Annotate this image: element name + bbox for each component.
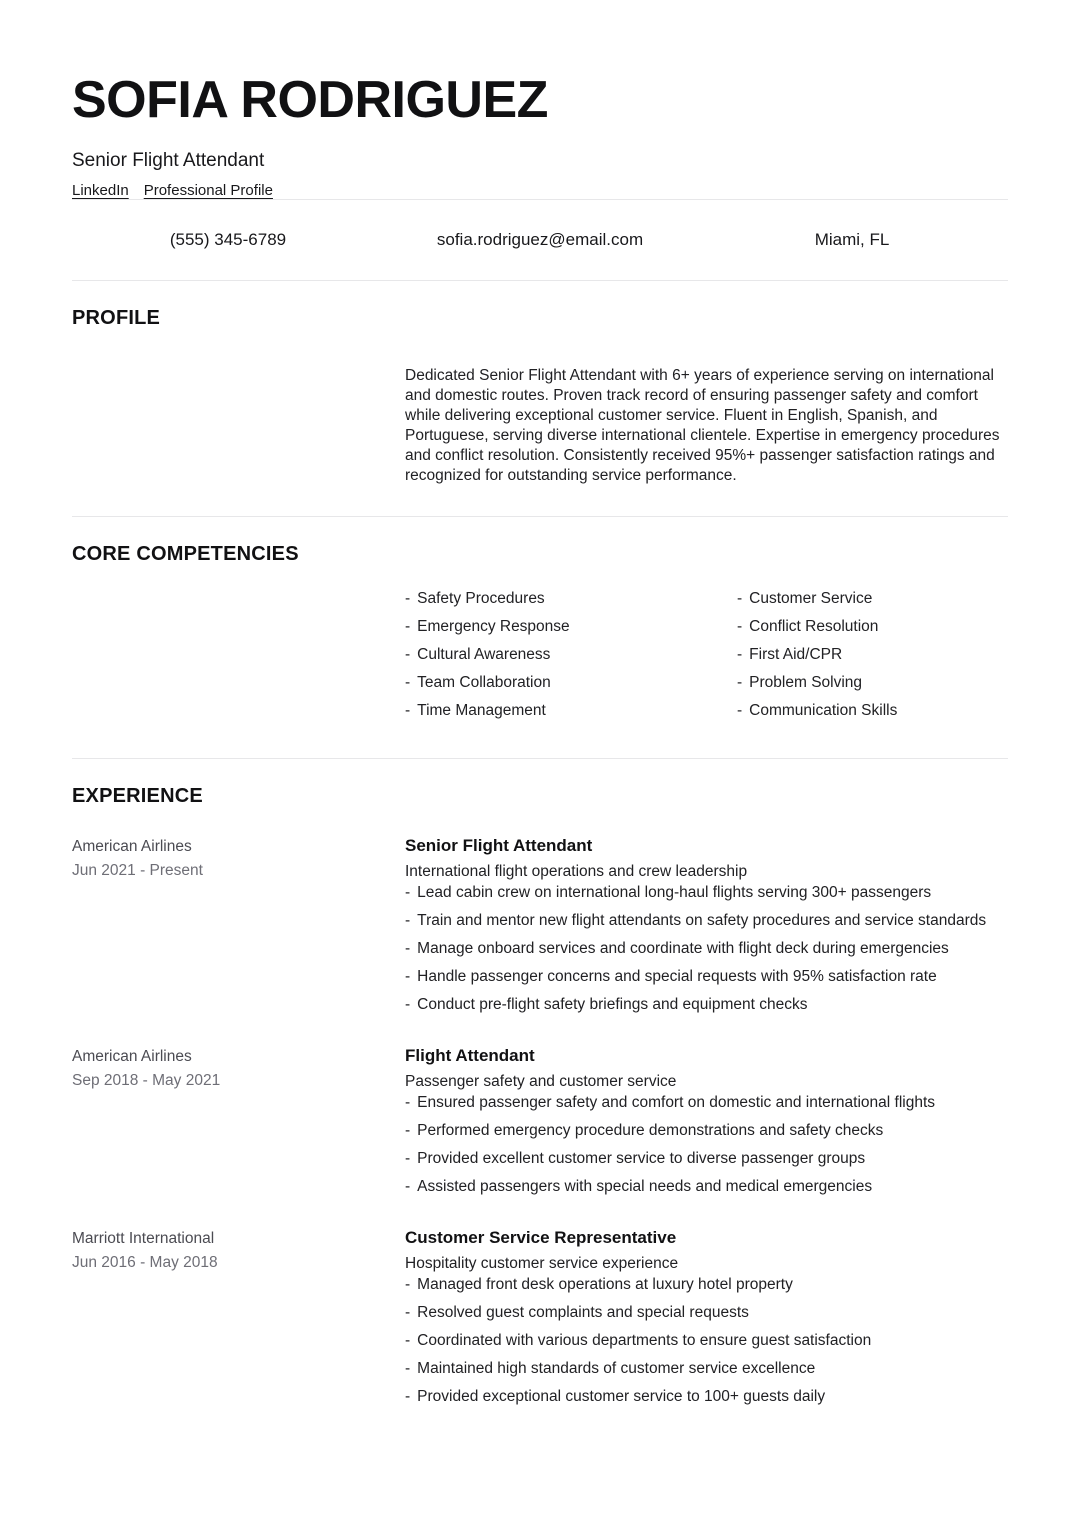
job-title: Customer Service Representative: [405, 1227, 677, 1247]
job-company: American Airlines: [72, 837, 192, 855]
job-bullet: [405, 1302, 1008, 1323]
job-meta: [72, 1046, 405, 1197]
profile-summary: Dedicated Senior Flight Attendant with 6+ years of experience serving on international and domestic routes. Proven track record of ensuring passenger safety and comfort while delivering exceptional customer service. Fluent in English, Spanish, and Portuguese, serving diverse international clientele. Expertise in emergency procedures and conflict resolution. Consistently received 95%+ passenger satisfaction ratings and recognized for outstanding service performance.: [405, 366, 1000, 484]
profile-row: [72, 366, 1008, 486]
job-bullet: [405, 910, 1008, 931]
job-bullet-text: Lead cabin crew on international long-haul flights serving 300+ passengers: [417, 883, 932, 901]
competencies-grid: [405, 588, 1008, 728]
section-heading-competencies: CORE COMPETENCIES: [72, 542, 299, 565]
job-subtitle: International flight operations and crew leadership: [405, 862, 748, 880]
experience-entry: [72, 836, 1008, 1015]
competency-label: First Aid/CPR: [749, 645, 843, 663]
section-heading-experience: EXPERIENCE: [72, 784, 203, 807]
job-bullet-text: Manage onboard services and coordinate with flight deck during emergencies: [417, 939, 949, 957]
contact-location: Miami, FL: [814, 229, 890, 249]
job-bullet-text: Provided excellent customer service to diverse passenger groups: [417, 1149, 866, 1167]
competency-label: Cultural Awareness: [417, 645, 551, 663]
list-dash-marker: -: [405, 1149, 411, 1167]
job-bullet-text: Ensured passenger safety and comfort on domestic and international flights: [417, 1093, 935, 1111]
list-dash-marker: -: [405, 995, 411, 1013]
competency-item: [405, 616, 737, 637]
competency-item: [405, 700, 737, 721]
job-bullet-list: [405, 1274, 1008, 1407]
list-dash-marker: -: [737, 701, 743, 719]
job-title: Flight Attendant: [405, 1045, 535, 1065]
job-content: [405, 1228, 1008, 1407]
competency-label: Problem Solving: [749, 673, 863, 691]
job-bullet-text: Handle passenger concerns and special requests with 95% satisfaction rate: [417, 967, 937, 985]
competency-label: Team Collaboration: [417, 673, 551, 691]
linkedin-link[interactable]: LinkedIn: [72, 181, 129, 199]
header-links: [72, 182, 1008, 199]
competencies-meta-spacer: [72, 588, 405, 728]
competency-item: [737, 644, 1008, 665]
list-dash-marker: -: [405, 883, 411, 901]
job-meta: [72, 1228, 405, 1407]
list-dash-marker: -: [405, 1121, 411, 1139]
job-bullet: [405, 882, 1008, 903]
list-dash-marker: -: [405, 617, 411, 635]
section-heading-profile: PROFILE: [72, 306, 161, 329]
job-bullet: [405, 938, 1008, 959]
job-content: [405, 836, 1008, 1015]
job-meta: [72, 836, 405, 1015]
competency-label: Safety Procedures: [417, 589, 545, 607]
competency-label: Conflict Resolution: [749, 617, 879, 635]
competency-label: Customer Service: [749, 589, 873, 607]
job-bullet: [405, 1274, 1008, 1295]
job-dates: Jun 2016 - May 2018: [72, 1253, 218, 1271]
professional-profile-link[interactable]: Professional Profile: [143, 181, 273, 199]
list-dash-marker: -: [405, 1303, 411, 1321]
job-content: [405, 1046, 1008, 1197]
job-bullet-text: Managed front desk operations at luxury hotel property: [417, 1275, 793, 1293]
job-bullet: [405, 994, 1008, 1015]
competencies-row: [72, 588, 1008, 728]
job-title: Senior Flight Attendant: [405, 835, 593, 855]
competency-label: Communication Skills: [749, 701, 898, 719]
list-dash-marker: -: [405, 939, 411, 957]
list-dash-marker: -: [405, 1093, 411, 1111]
job-bullet: [405, 1092, 1008, 1113]
person-name: SOFIA RODRIGUEZ: [72, 71, 548, 129]
job-bullet-text: Resolved guest complaints and special requests: [417, 1303, 749, 1321]
list-dash-marker: -: [737, 617, 743, 635]
list-dash-marker: -: [405, 1387, 411, 1405]
list-dash-marker: -: [405, 1331, 411, 1349]
competency-item: [405, 588, 737, 609]
profile-section: [72, 281, 1008, 516]
job-subtitle: Hospitality customer service experience: [405, 1254, 679, 1272]
list-dash-marker: -: [405, 1177, 411, 1195]
job-dates: Sep 2018 - May 2021: [72, 1071, 221, 1089]
competency-item: [405, 672, 737, 693]
list-dash-marker: -: [405, 967, 411, 985]
job-bullet: [405, 1386, 1008, 1407]
job-bullet: [405, 1176, 1008, 1197]
competency-item: [737, 616, 1008, 637]
experience-entry: [72, 1046, 1008, 1197]
job-bullet-list: [405, 1092, 1008, 1197]
job-company: Marriott International: [72, 1229, 215, 1247]
job-bullet-text: Conduct pre-flight safety briefings and equipment checks: [417, 995, 808, 1013]
job-bullet-text: Coordinated with various departments to ensure guest satisfaction: [417, 1331, 872, 1349]
job-bullet: [405, 1358, 1008, 1379]
competencies-column-1: [405, 588, 737, 728]
experience-section: [72, 759, 1008, 1437]
competency-item: [405, 644, 737, 665]
job-bullet-text: Assisted passengers with special needs and medical emergencies: [417, 1177, 873, 1195]
person-job-title: Senior Flight Attendant: [72, 150, 265, 171]
list-dash-marker: -: [405, 589, 411, 607]
contact-email: sofia.rodriguez@email.com: [436, 229, 644, 249]
list-dash-marker: -: [405, 1275, 411, 1293]
job-bullet: [405, 1120, 1008, 1141]
competency-label: Emergency Response: [417, 617, 570, 635]
job-bullet: [405, 966, 1008, 987]
job-bullet-text: Maintained high standards of customer service excellence: [417, 1359, 816, 1377]
competencies-section: [72, 517, 1008, 758]
competency-item: [737, 588, 1008, 609]
list-dash-marker: -: [737, 589, 743, 607]
experience-entry: [72, 1228, 1008, 1407]
competency-item: [737, 672, 1008, 693]
job-dates: Jun 2021 - Present: [72, 861, 203, 879]
job-bullet-text: Provided exceptional customer service to 100+ guests daily: [417, 1387, 826, 1405]
job-bullet-text: Train and mentor new flight attendants on safety procedures and service standards: [417, 911, 987, 929]
list-dash-marker: -: [405, 911, 411, 929]
job-bullet: [405, 1330, 1008, 1351]
list-dash-marker: -: [405, 1359, 411, 1377]
contact-phone: (555) 345-6789: [169, 229, 287, 249]
list-dash-marker: -: [405, 645, 411, 663]
job-subtitle: Passenger safety and customer service: [405, 1072, 677, 1090]
competency-label: Time Management: [417, 701, 546, 719]
job-bullet-list: [405, 882, 1008, 1015]
profile-meta-spacer: [72, 366, 405, 486]
job-bullet: [405, 1148, 1008, 1169]
job-company: American Airlines: [72, 1047, 192, 1065]
list-dash-marker: -: [737, 673, 743, 691]
competencies-column-2: [737, 588, 1008, 728]
list-dash-marker: -: [737, 645, 743, 663]
resume-header: [72, 71, 1008, 199]
list-dash-marker: -: [405, 673, 411, 691]
job-bullet-text: Performed emergency procedure demonstrations and safety checks: [417, 1121, 884, 1139]
list-dash-marker: -: [405, 701, 411, 719]
contact-bar: [72, 200, 1008, 280]
competency-item: [737, 700, 1008, 721]
